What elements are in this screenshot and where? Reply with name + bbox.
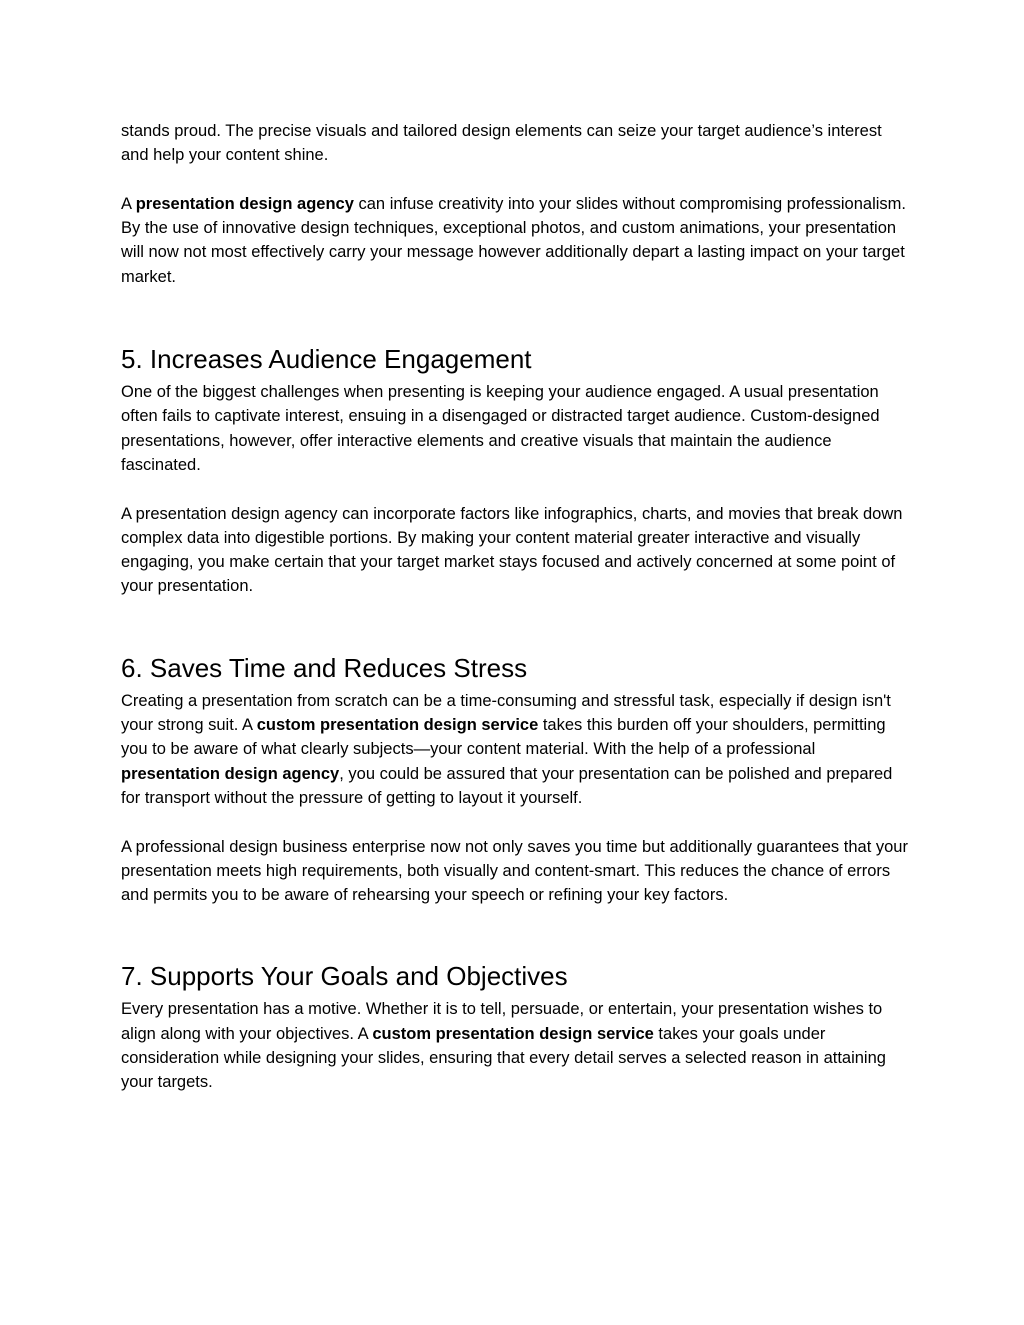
section-7-paragraph-1: [121, 997, 911, 1094]
text-run: A: [121, 194, 136, 213]
text-run: Every presentation has a motive. Whether it is to tell, persuade, or entertain, your presentation wishes to align along with your objectives. A: [121, 1000, 883, 1043]
section-6-paragraph-1: [121, 689, 911, 810]
text-run: takes this burden off your shoulders, permitting you to be aware of what clearly subjects—your content material. With the help of a professional: [121, 716, 886, 759]
text-run: Creating a presentation from scratch can be a time-consuming and stressful task, especially if design isn't your strong suit. A: [121, 691, 891, 735]
document-page: [121, 119, 911, 1095]
bold-phrase: custom presentation design service: [256, 716, 539, 735]
text-run: can infuse creativity into your slides without compromising professionalism. By the use of innovative design techniques, exceptional photos, and custom animations, your presentation will now not most effectively carry your message however additionally depart a lasting impact on your target market.: [121, 194, 906, 286]
text-run: , you could be assured that your presentation can be polished and prepared for transport without the pressure of getting to layout it yourself.: [121, 764, 893, 807]
bold-phrase: custom presentation design service: [372, 1024, 654, 1043]
section-7-heading: 7. Supports Your Goals and Objectives: [121, 961, 568, 992]
section-5-paragraph-2: A presentation design agency can incorporate factors like infographics, charts, and movies that break down complex data into digestible portions. By making your content material greater interactive and visually engaging, you make certain that your target market stays focused and actively concerned at some point of your presentation.: [121, 504, 903, 596]
section-6-paragraph-2: A professional design business enterprise now not only saves you time but additionally guarantees that your presentation meets high requirements, both visually and content-smart. This reduces the chance of errors and permits you to be aware of rehearsing your speech or refining your key factors.: [121, 837, 908, 905]
section-5-paragraph-1: One of the biggest challenges when presenting is keeping your audience engaged. A usual presentation often fails to captivate interest, ensuing in a disengaged or distracted target audience. Custom-designed presentations, however, offer interactive elements and creative visuals that maintain the audience fascinated.: [121, 383, 880, 474]
text-run: takes your goals under consideration while designing your slides, ensuring that every detail serves a selected reason in attaining your targets.: [121, 1024, 886, 1092]
intro-paragraph-2: [121, 192, 911, 289]
bold-phrase: presentation design agency: [121, 764, 340, 783]
section-6-heading: 6. Saves Time and Reduces Stress: [121, 652, 528, 683]
intro-paragraph-1: stands proud. The precise visuals and tailored design elements can seize your target audience’s interest and help your content shine.: [121, 122, 882, 165]
section-5-heading: 5. Increases Audience Engagement: [121, 344, 532, 375]
bold-phrase: presentation design agency: [135, 194, 354, 213]
